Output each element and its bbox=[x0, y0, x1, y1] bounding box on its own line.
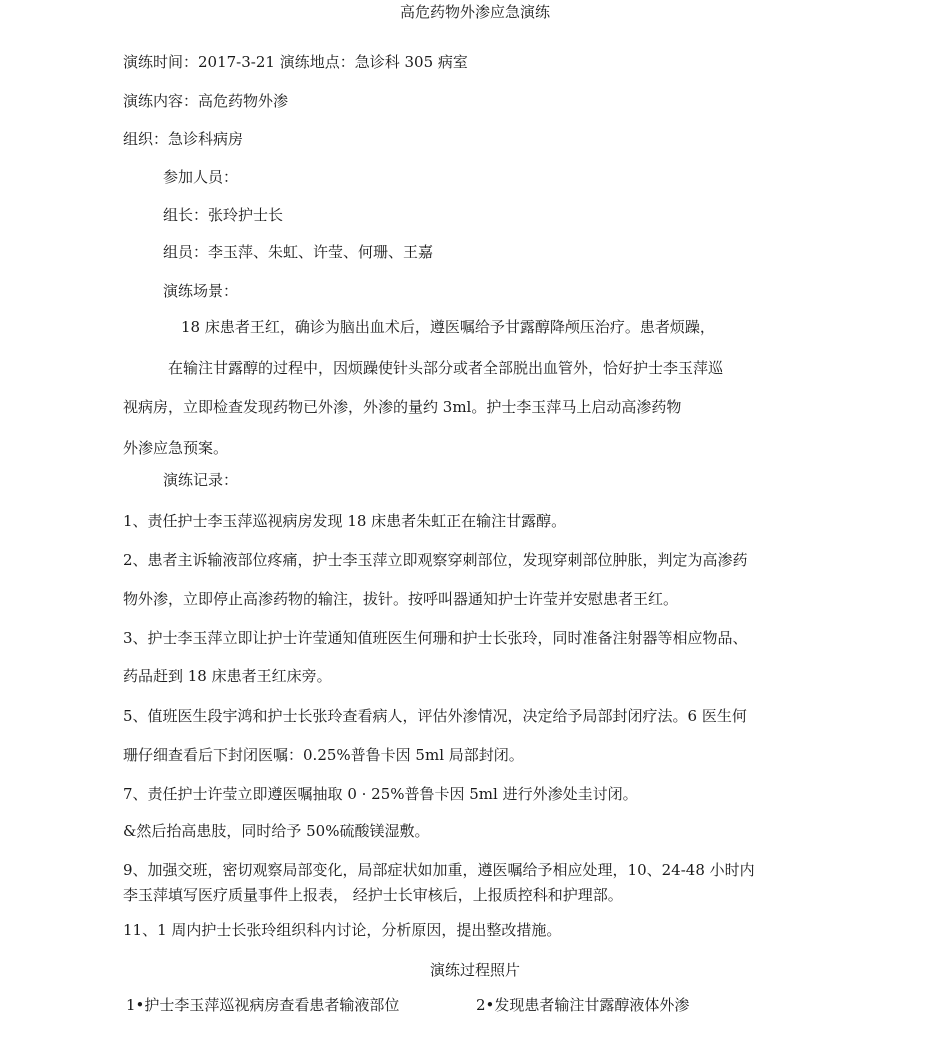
record-item-2-line-1: 2、患者主诉输液部位疼痛，护士李玉萍立即观察穿刺部位，发现穿刺部位肿胀，判定为高渗药 bbox=[123, 551, 748, 569]
photo-caption-2: 2•发现患者输注甘露醇液体外渗 bbox=[476, 996, 690, 1014]
scene-paragraph-line-4: 外渗应急预案。 bbox=[123, 439, 229, 457]
team-members: 组员：李玉萍、朱虹、许莹、何珊、王嘉 bbox=[163, 243, 434, 261]
record-item-2-line-2: 物外渗，立即停止高渗药物的输注，拔针。按呼叫器通知护士许莹并安慰患者王红。 bbox=[123, 590, 679, 608]
photo-caption-1: 1•护士李玉萍巡视病房查看患者输液部位 bbox=[126, 996, 400, 1014]
record-item-3-line-2: 药品赶到 18 床患者王红床旁。 bbox=[123, 667, 332, 685]
photos-section-title: 演练过程照片 bbox=[429, 961, 520, 979]
team-leader: 组长：张玲护士长 bbox=[163, 206, 284, 224]
record-item-5-line-1: 5、值班医生段宇鸿和护士长张玲查看病人，评估外渗情况，决定给予局部封闭疗法。6 医生何 bbox=[123, 707, 747, 725]
scene-paragraph-line-3: 视病房，立即检查发现药物已外渗，外渗的量约 3ml。护士李玉萍马上启动高渗药物 bbox=[123, 398, 682, 416]
scene-paragraph-line-2: 在输注甘露醇的过程中，因烦躁使针头部分或者全部脱出血管外，恰好护士李玉萍巡 bbox=[168, 359, 724, 377]
record-item-9-line-2: 李玉萍填写医疗质量事件上报表， 经护士长审核后，上报质控科和护理部。 bbox=[123, 886, 623, 904]
record-item-5-line-2: 珊仔细查看后下封闭医嘱：0.25%普鲁卡因 5ml 局部封闭。 bbox=[123, 746, 524, 764]
record-item-9-line-1: 9、加强交班，密切观察局部变化，局部症状如加重，遵医嘱给予相应处理，10、24-48 小时内 bbox=[123, 861, 755, 879]
record-item-11: 11、1 周内护士长张玲组织科内讨论，分析原因，提出整改措施。 bbox=[123, 921, 562, 939]
drill-content: 演练内容：高危药物外渗 bbox=[123, 92, 289, 110]
scene-paragraph-line-1: 18 床患者王红，确诊为脑出血术后，遵医嘱给予甘露醇降颅压治疗。患者烦躁， bbox=[181, 318, 715, 336]
drill-organization: 组织：急诊科病房 bbox=[123, 130, 244, 148]
scene-label: 演练场景： bbox=[163, 282, 239, 300]
document-title: 高危药物外渗应急演练 bbox=[399, 3, 550, 21]
drill-time-location: 演练时间：2017-3-21 演练地点：急诊科 305 病室 bbox=[123, 53, 468, 71]
record-item-3-line-1: 3、护士李玉萍立即让护士许莹通知值班医生何珊和护士长张玲，同时准备注射器等相应物品、 bbox=[123, 629, 748, 647]
record-item-1: 1、责任护士李玉萍巡视病房发现 18 床患者朱虹正在输注甘露醇。 bbox=[123, 512, 567, 530]
participants-label: 参加人员： bbox=[163, 168, 239, 186]
record-item-8: &然后抬高患肢，同时给予 50%硫酸镁湿敷。 bbox=[123, 822, 430, 840]
record-label: 演练记录： bbox=[163, 471, 239, 489]
record-item-7: 7、责任护士许莹立即遵医嘱抽取 0 · 25%普鲁卡因 5ml 进行外渗处圭讨闭。 bbox=[123, 785, 638, 803]
